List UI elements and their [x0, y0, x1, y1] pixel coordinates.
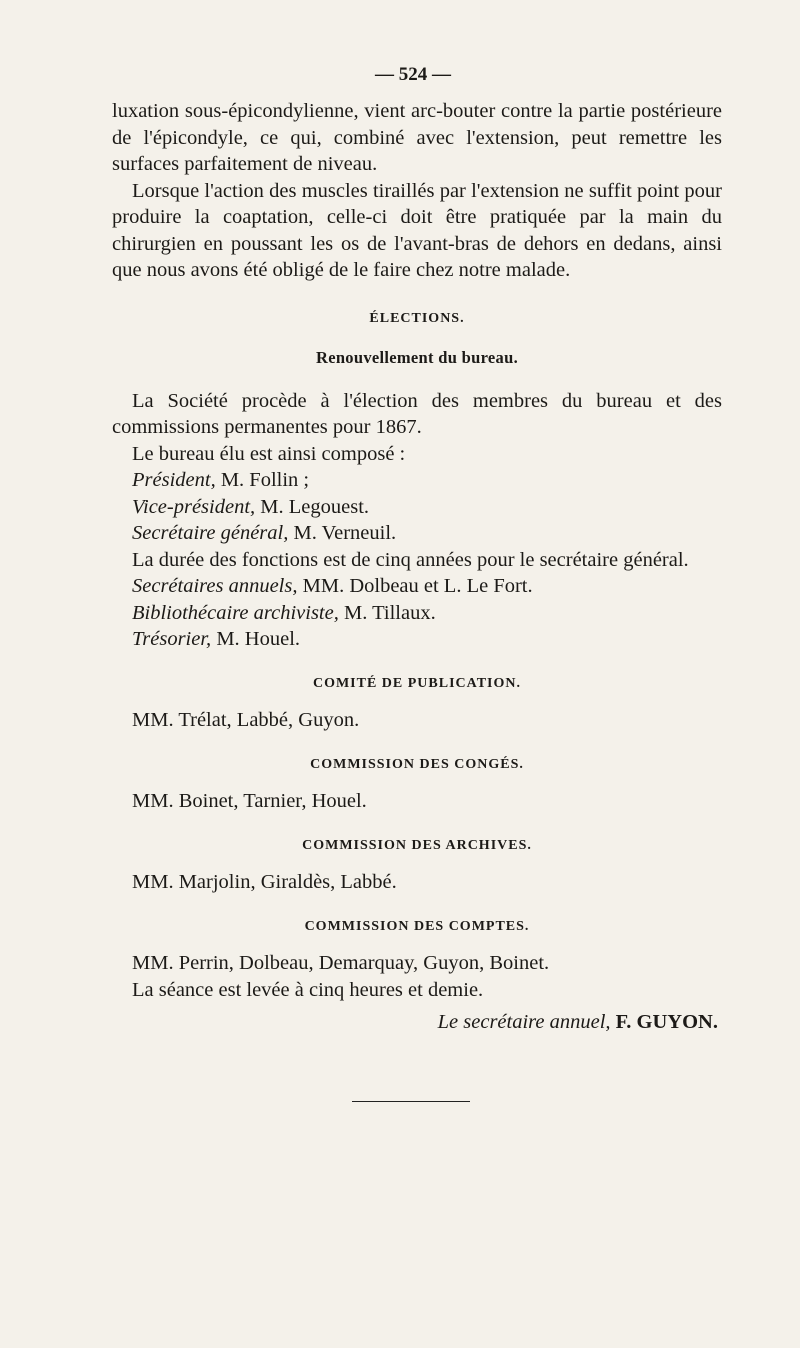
- committee-heading: COMMISSION DES CONGÉS.: [310, 756, 524, 772]
- committee-heading: COMMISSION DES COMPTES.: [304, 918, 530, 934]
- intro-paragraph-2: Lorsque l'action des muscles tiraillés par l'extension ne suffit point pour produire la coaptation, celle-ci doit être pratiquée par la main du chirurgien en poussant les os de l'avant-bras de dehors en dedans, ainsi que nous avons été obligé de le faire chez notre malade.: [112, 179, 722, 281]
- signature-role: Le secrétaire annuel,: [437, 1011, 611, 1033]
- annual-secretaries-label: Secrétaires annuels,: [132, 575, 298, 597]
- president-line: [112, 467, 722, 494]
- vice-president-label: Vice-président,: [132, 495, 256, 518]
- secretary-general-label: Secrétaire général,: [132, 522, 289, 544]
- librarian-name: M. Tillaux.: [343, 601, 436, 624]
- secretary-general-name: M. Verneuil.: [293, 522, 397, 544]
- librarian-label: Bibliothécaire archiviste,: [132, 601, 339, 624]
- elections-subheading: Renouvellement du bureau.: [315, 348, 518, 367]
- signature: [112, 1009, 722, 1036]
- president-name: M. Follin ;: [220, 469, 310, 491]
- committee-members: MM. Marjolin, Giraldès, Labbé.: [132, 871, 397, 893]
- secretary-general-line: [112, 520, 722, 547]
- librarian-line: [112, 600, 722, 627]
- annual-secretaries-names: MM. Dolbeau et L. Le Fort.: [302, 575, 533, 597]
- closing-line: La séance est levée à cinq heures et demie.: [132, 978, 484, 1001]
- treasurer-name: M. Houel.: [216, 628, 301, 650]
- treasurer-line: [112, 626, 722, 653]
- page-body: [112, 98, 722, 1036]
- president-label: Président,: [132, 469, 216, 491]
- vice-president-name: M. Legouest.: [260, 495, 370, 518]
- committee-heading: COMMISSION DES ARCHIVES.: [302, 837, 532, 853]
- committee-members: MM. Trélat, Labbé, Guyon.: [132, 709, 360, 731]
- duration-note: La durée des fonctions est de cinq années pour le secrétaire général.: [132, 548, 689, 571]
- elections-intro: La Société procède à l'élection des membres du bureau et des commissions permanentes pour 1867.: [112, 389, 722, 438]
- signature-name: F. GUYON.: [615, 1011, 718, 1033]
- vice-president-line: [112, 494, 722, 521]
- treasurer-label: Trésorier,: [132, 628, 212, 650]
- intro-paragraph-1: luxation sous-épicondylienne, vient arc-bouter contre la partie postérieure de l'épicondyle, ce qui, combiné avec l'extension, peut remettre les surfaces parfaitement de niveau.: [112, 100, 722, 175]
- elections-heading: ÉLECTIONS.: [369, 310, 465, 326]
- committee-members: MM. Perrin, Dolbeau, Demarquay, Guyon, Boinet.: [132, 952, 550, 974]
- end-rule: [352, 1101, 470, 1102]
- bureau-composed: Le bureau élu est ainsi composé :: [132, 442, 406, 465]
- committee-members: MM. Boinet, Tarnier, Houel.: [132, 790, 367, 812]
- committee-heading: COMITÉ DE PUBLICATION.: [312, 675, 522, 691]
- page-number: — 524 —: [375, 64, 451, 85]
- annual-secretaries-line: [112, 573, 722, 600]
